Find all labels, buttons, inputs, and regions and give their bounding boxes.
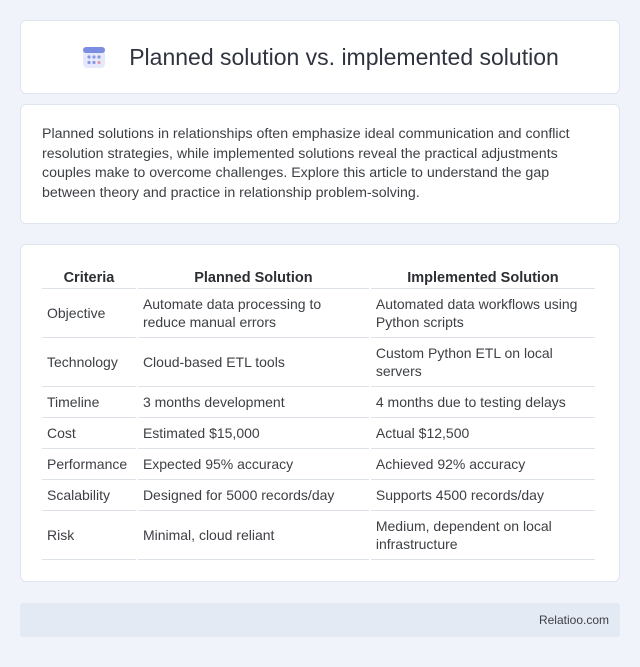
criteria-cell: Technology	[42, 338, 136, 387]
criteria-cell: Cost	[42, 418, 136, 449]
implemented-cell: Custom Python ETL on local servers	[371, 338, 595, 387]
header-criteria: Criteria	[42, 264, 136, 289]
table-row	[42, 511, 595, 560]
header-implemented-solution: Implemented Solution	[371, 264, 595, 289]
calendar-icon	[81, 44, 107, 70]
table-row	[42, 289, 595, 338]
criteria-cell: Risk	[42, 511, 136, 560]
intro-card	[20, 104, 620, 224]
footer	[20, 603, 620, 637]
comparison-table	[40, 264, 597, 560]
implemented-cell: Actual $12,500	[371, 418, 595, 449]
planned-cell: Minimal, cloud reliant	[138, 511, 369, 560]
table-row	[42, 338, 595, 387]
table-row	[42, 387, 595, 418]
planned-cell: Designed for 5000 records/day	[138, 480, 369, 511]
intro-paragraph: Planned solutions in relationships often emphasize ideal communication and conflict resolution strategies, while implemented solutions reveal the practical adjustments couples make to overcome challenges. Explore this article to understand the gap between theory and practice in relationship problem-solving.	[42, 126, 570, 201]
criteria-cell: Objective	[42, 289, 136, 338]
implemented-cell: Supports 4500 records/day	[371, 480, 595, 511]
table-row	[42, 449, 595, 480]
page-title: Planned solution vs. implemented solution	[129, 43, 559, 70]
table-row	[42, 480, 595, 511]
implemented-cell: Medium, dependent on local infrastructure	[371, 511, 595, 560]
table-row	[42, 418, 595, 449]
criteria-cell: Scalability	[42, 480, 136, 511]
criteria-cell: Timeline	[42, 387, 136, 418]
title-card	[20, 20, 620, 94]
planned-cell: Expected 95% accuracy	[138, 449, 369, 480]
criteria-cell: Performance	[42, 449, 136, 480]
comparison-card	[20, 244, 620, 582]
footer-site-link[interactable]: Relatioo.com	[538, 613, 609, 627]
header-planned-solution: Planned Solution	[138, 264, 369, 289]
implemented-cell: Automated data workflows using Python scripts	[371, 289, 595, 338]
planned-cell: 3 months development	[138, 387, 369, 418]
table-header-row	[42, 264, 595, 289]
implemented-cell: Achieved 92% accuracy	[371, 449, 595, 480]
title-wrap	[81, 44, 559, 71]
planned-cell: Cloud-based ETL tools	[138, 338, 369, 387]
implemented-cell: 4 months due to testing delays	[371, 387, 595, 418]
planned-cell: Automate data processing to reduce manual errors	[138, 289, 369, 338]
planned-cell: Estimated $15,000	[138, 418, 369, 449]
